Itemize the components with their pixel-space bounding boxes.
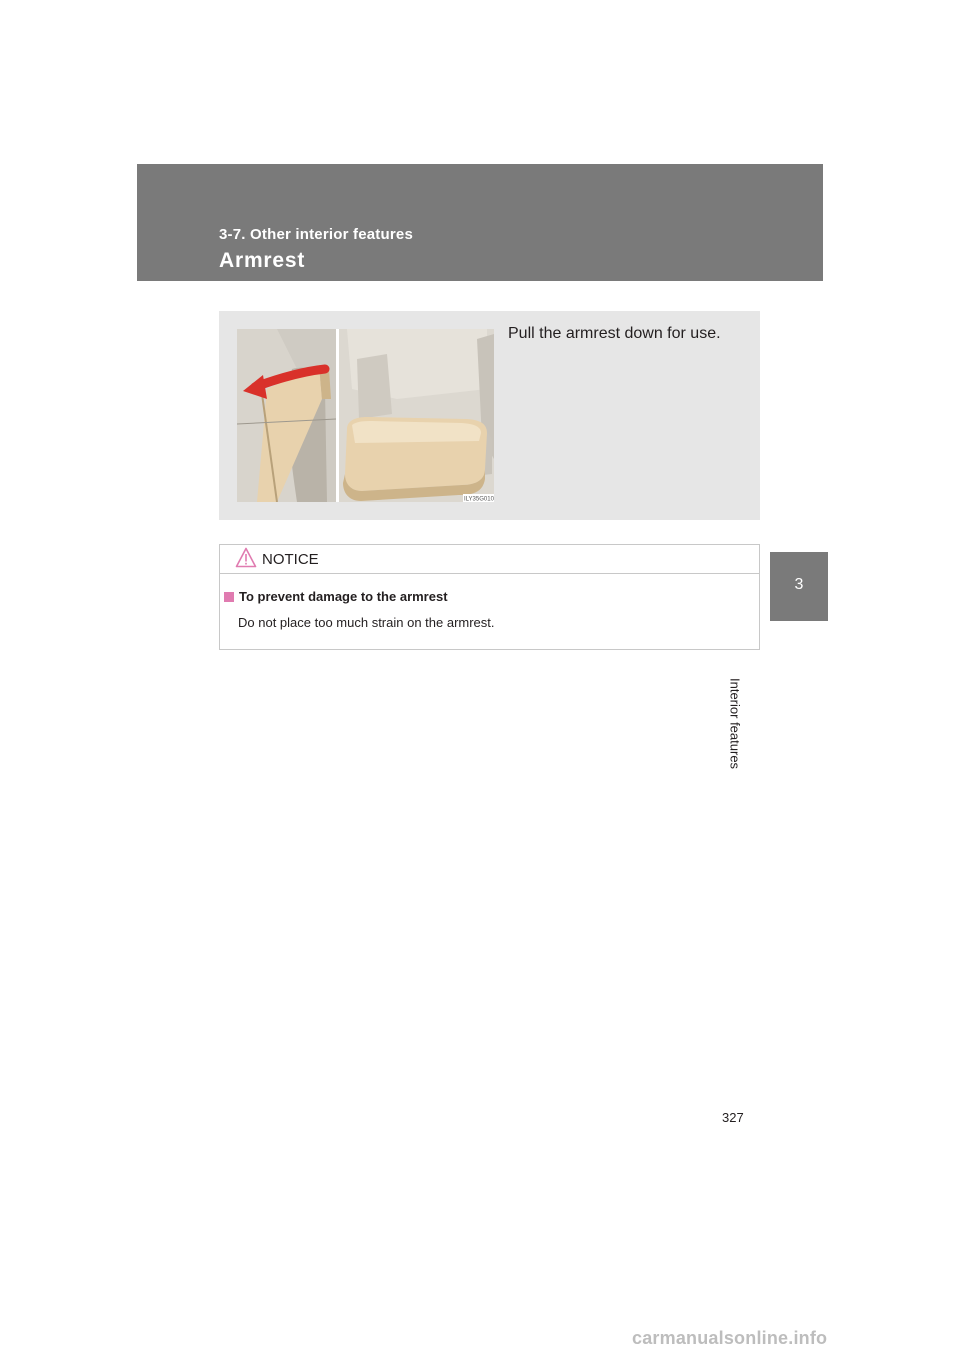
notice-body: Do not place too much strain on the armrest. [238, 615, 495, 630]
footer-watermark: carmanualsonline.info [632, 1328, 828, 1348]
notice-item-title-text: To prevent damage to the armrest [239, 589, 448, 604]
section-label: 3-7. Other interior features [219, 226, 413, 243]
chapter-tab [770, 552, 828, 621]
page-title: Armrest [219, 249, 306, 272]
chapter-label: Interior features [727, 678, 743, 770]
instruction-text: Pull the armrest down for use. [508, 325, 721, 342]
bullet-square-icon [224, 592, 234, 602]
page-number: 327 [722, 1110, 744, 1125]
notice-title: NOTICE [262, 551, 319, 568]
notice-box [219, 544, 760, 650]
chapter-number: 3 [794, 576, 804, 593]
warning-icon [235, 547, 257, 568]
armrest-illustration [237, 329, 494, 502]
image-code: ILY35G010 [464, 496, 494, 502]
notice-header [220, 545, 759, 574]
notice-item-title [224, 589, 448, 604]
